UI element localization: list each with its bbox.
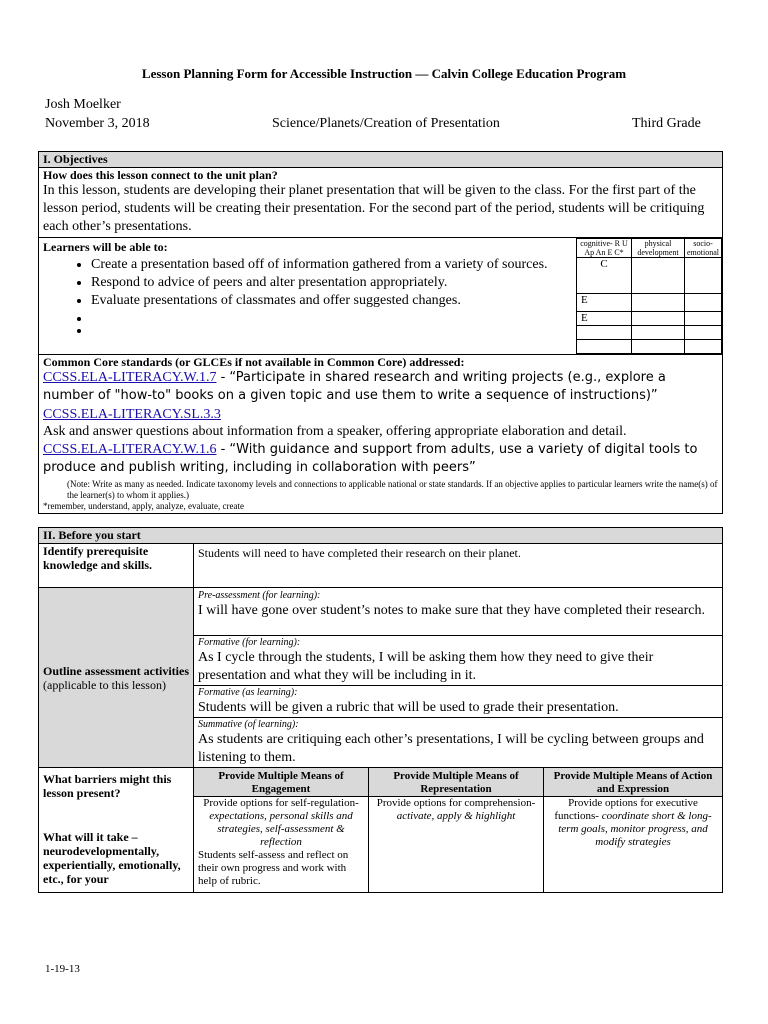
assessment-sublabel: (applicable to this lesson): [43, 677, 166, 692]
assessment-label: Outline assessment activities: [43, 663, 189, 678]
objective-list: [43, 256, 576, 334]
lesson-date: November 3, 2018: [45, 116, 150, 131]
learners-label: Learners will be able to:: [43, 240, 168, 254]
lesson-subject: Science/Planets/Creation of Presentation: [272, 116, 500, 131]
standard-link[interactable]: CCSS.ELA-LITERACY.W.1.6: [43, 442, 217, 457]
udl-action-detail: coordinate short & long-term goals, monitor progress, and modify strategies: [558, 810, 712, 848]
before-heading: II. Before you start: [39, 528, 723, 544]
taxonomy-grid: [576, 238, 722, 354]
standard-link[interactable]: CCSS.ELA-LITERACY.SL.3.3: [43, 407, 221, 422]
footer-version: 1-19-13: [45, 963, 80, 975]
assessment-type: Formative (as learning):: [198, 687, 298, 698]
udl-representation-cell: [369, 797, 544, 893]
standard-link[interactable]: CCSS.ELA-LITERACY.W.1.7: [43, 370, 217, 385]
form-title: Lesson Planning Form for Accessible Instruction — Calvin College Education Program: [141, 66, 627, 81]
teacher-name: Josh Moelker: [45, 97, 121, 112]
assessment-text: I will have gone over student’s notes to make sure that they have completed their research.: [198, 603, 705, 618]
udl-action-intro: Provide options for executive functions-: [554, 797, 698, 822]
standards-label: Common Core standards (or GLCEs if not available in Common Core) addressed:: [43, 355, 465, 369]
taxonomy-cell: [577, 340, 632, 354]
taxonomy-header: cognitive- R U Ap An E C*: [577, 239, 632, 258]
assessment-label-cell: [39, 588, 194, 768]
objectives-heading: I. Objectives: [39, 152, 723, 168]
udl-engagement-cell: [194, 797, 369, 893]
standard-text: - “Participate in shared research and writing projects (e.g., explore a number of "how-to" books on a given topic and use them to write a sequence of instructions)”: [43, 370, 666, 403]
objective-item: [91, 310, 576, 322]
objective-item: [91, 322, 576, 334]
udl-representation-intro: Provide options for comprehension-: [376, 797, 536, 809]
taxonomy-cell: C: [577, 258, 632, 294]
taxonomy-footnote: *remember, understand, apply, analyze, evaluate, create: [43, 501, 244, 511]
standard-entry: [43, 405, 718, 423]
standard-text: Ask and answer questions about information from a speaker, offering appropriate elaboration and detail.: [43, 424, 627, 439]
assessment-type: Pre-assessment (for learning):: [198, 590, 321, 601]
taxonomy-header: socio- emotional: [685, 239, 722, 258]
udl-representation-detail: activate, apply & highlight: [396, 810, 516, 822]
udl-engagement-detail: expectations, personal skills and strategies, self-assessment & reflection: [209, 810, 353, 848]
udl-header-action: Provide Multiple Means of Action and Expression: [544, 768, 723, 797]
taxonomy-cell: E: [577, 294, 632, 312]
objective-item: • Respond to advice of peers and alter presentation appropriately.: [91, 274, 576, 292]
assessment-type: Summative (of learning):: [198, 719, 299, 730]
udl-header-engagement: Provide Multiple Means of Engagement: [194, 768, 369, 797]
taxonomy-cell: E: [577, 312, 632, 326]
barriers-label: What barriers might this lesson present?: [43, 772, 172, 800]
connect-question: How does this lesson connect to the unit plan?: [43, 168, 278, 182]
standard-text: - “With guidance and support from adults, use a variety of digital tools to produce and publish writing, including in collaboration with peers”: [43, 442, 698, 475]
assessment-text: As students are critiquing each other’s presentations, I will be cycling between groups and listening to them.: [198, 732, 704, 765]
objective-item: • Evaluate presentations of classmates and offer suggested changes.: [91, 292, 576, 310]
assessment-type: Formative (for learning):: [198, 637, 301, 648]
prereq-label: Identify prerequisite knowledge and skills.: [39, 544, 194, 588]
taxonomy-header: physical development: [632, 239, 685, 258]
taxonomy-cell: [577, 326, 632, 340]
standard-entry: [43, 441, 718, 477]
udl-action-cell: [544, 797, 723, 893]
form-note: (Note: Write as many as needed. Indicate taxonomy levels and connections to applicable national or state standards. If an objective applies to particular learners write the name(s) of the learner(s) to whom it applies.): [67, 479, 718, 500]
assessment-text: As I cycle through the students, I will be asking them how they need to give their presentation and what they will be including in it.: [198, 650, 654, 683]
before-section: [38, 527, 723, 893]
objectives-section: [38, 151, 723, 514]
udl-engagement-extra: Students self-assess and reflect on their own progress and work with help of rubric.: [198, 849, 349, 887]
what-label: What will it take – neurodevelopmentally, experientially, emotionally, etc., for your: [43, 830, 181, 886]
udl-engagement-intro: Provide options for self-regulation-: [203, 797, 359, 809]
udl-header-representation: Provide Multiple Means of Representation: [369, 768, 544, 797]
prereq-text: Students will need to have completed their research on their planet.: [194, 544, 723, 588]
connect-answer: In this lesson, students are developing their planet presentation that will be given to the class. For the first part of the lesson period, students will be creating their presentation. For the second part of the period, students will be critiquing each other’s presentations.: [43, 183, 705, 234]
objective-item: • Create a presentation based off of information gathered from a variety of sources.: [91, 256, 576, 274]
standard-entry: [43, 369, 718, 405]
assessment-text: Students will be given a rubric that will be used to grade their presentation.: [198, 700, 619, 715]
grade-level: Third Grade: [632, 116, 701, 131]
